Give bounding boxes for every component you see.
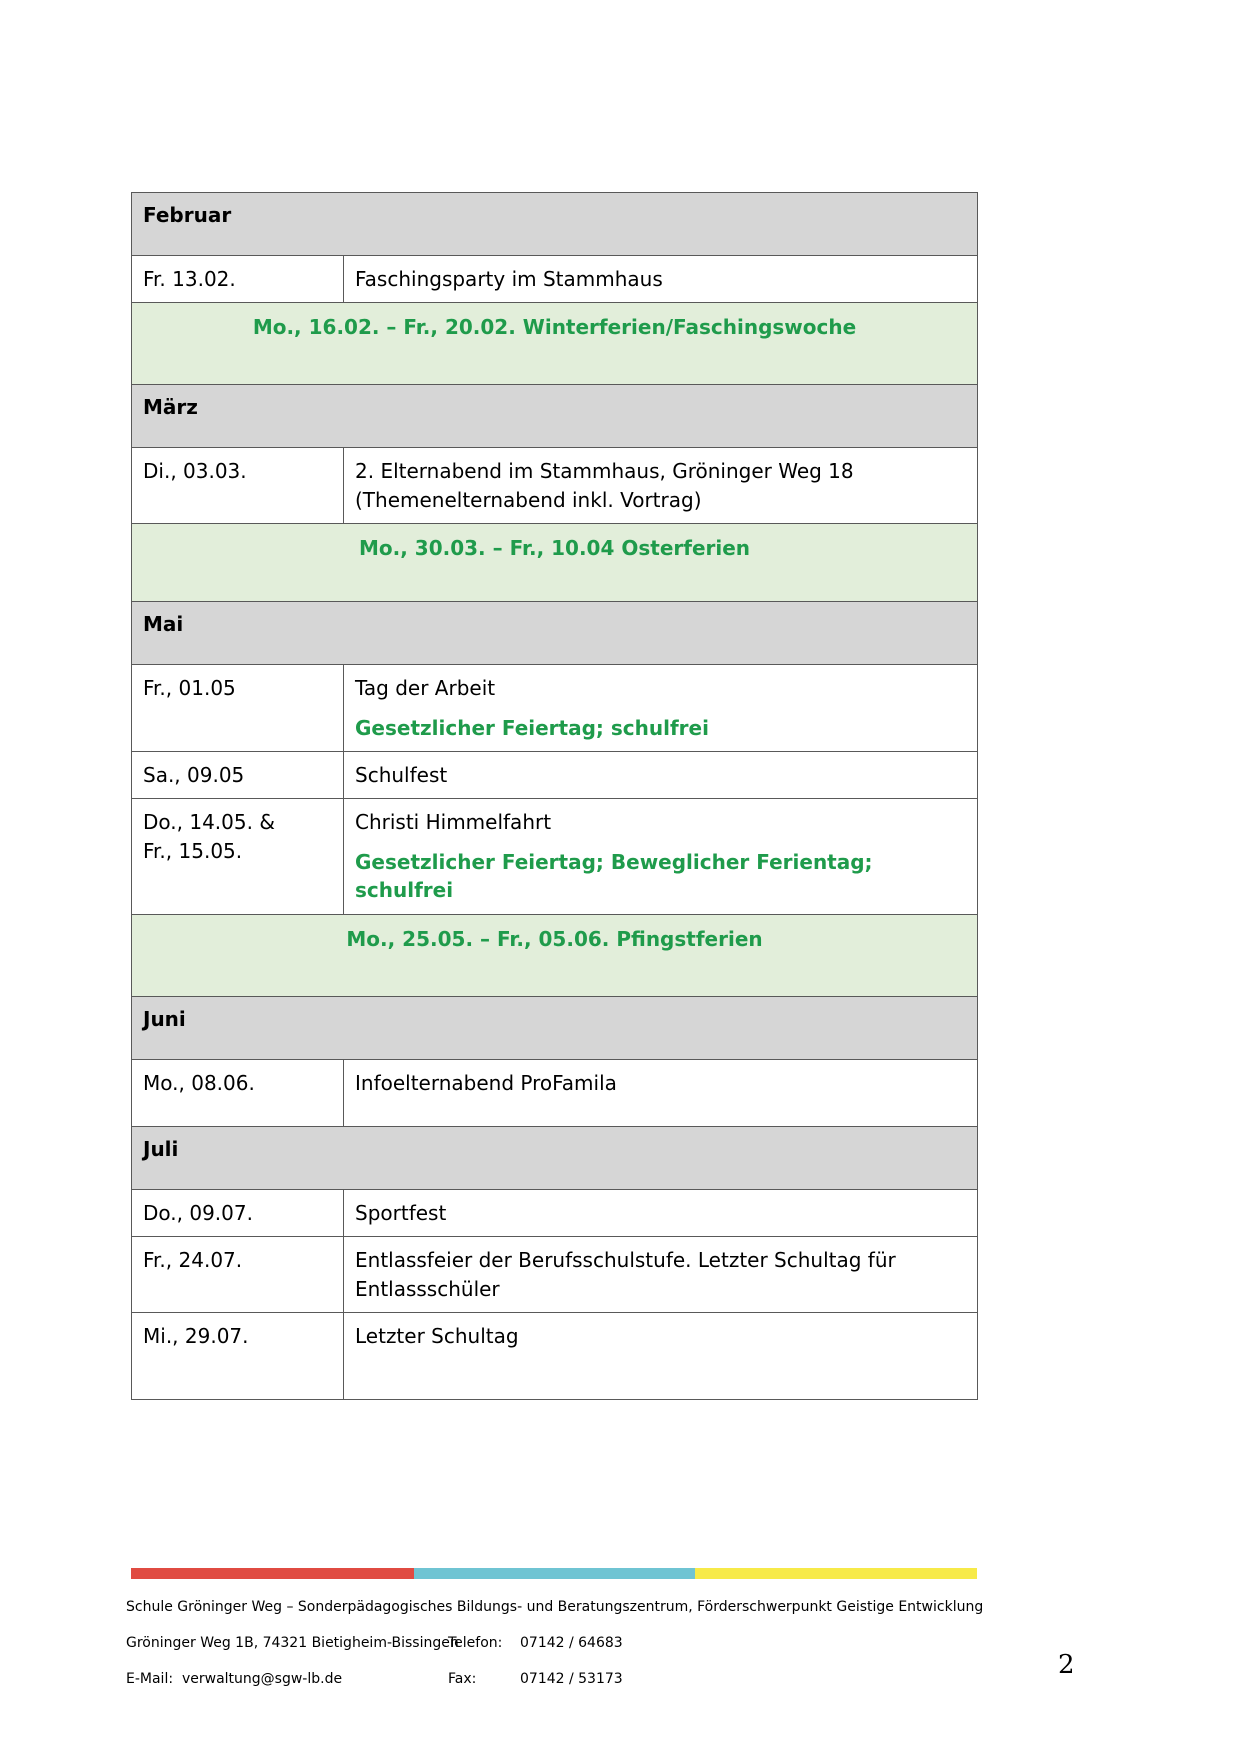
event-text: Infoelternabend ProFamila bbox=[355, 1070, 617, 1095]
table-row bbox=[132, 1189, 978, 1236]
event-text: 2. Elternabend im Stammhaus, Gröninger Weg 18 bbox=[355, 459, 854, 484]
holiday-row bbox=[132, 303, 978, 385]
table-row bbox=[132, 665, 978, 752]
footer-email-label: E-Mail: bbox=[126, 1671, 174, 1687]
yellow-bar-segment bbox=[695, 1568, 977, 1579]
footer-phone-value: 07142 / 64683 bbox=[520, 1635, 623, 1651]
month-header-row bbox=[132, 996, 978, 1059]
school-calendar-table bbox=[131, 192, 978, 1400]
event-description bbox=[344, 1189, 978, 1236]
event-text-second: (Themenelternabend inkl. Vortrag) bbox=[355, 487, 702, 512]
table-row bbox=[132, 448, 978, 524]
footer-phone-label: Telefon: bbox=[448, 1635, 503, 1651]
month-name: März bbox=[132, 385, 978, 448]
event-text: Christi Himmelfahrt bbox=[355, 810, 552, 835]
table-row bbox=[132, 751, 978, 798]
footer-email-value: verwaltung@sgw-lb.de bbox=[181, 1671, 343, 1687]
event-description bbox=[344, 256, 978, 303]
footer-school-line: Schule Gröninger Weg – Sonderpädagogisches Bildungs- und Beratungszentrum, Förderschwerpunkt Geistige Entwicklung bbox=[126, 1599, 984, 1615]
event-description bbox=[344, 751, 978, 798]
footer-fax-label: Fax: bbox=[448, 1671, 477, 1687]
cell-spacer bbox=[355, 1097, 966, 1117]
event-text: Letzter Schultag bbox=[355, 1324, 519, 1349]
red-bar-segment bbox=[131, 1568, 414, 1579]
event-date: Mi., 29.07. bbox=[132, 1313, 344, 1400]
event-text: Entlassfeier der Berufsschulstufe. Letzter Schultag für bbox=[355, 1248, 896, 1273]
footer-contact-block bbox=[126, 1600, 1026, 1708]
page-number: 2 bbox=[1058, 1650, 1075, 1680]
teal-bar-segment bbox=[414, 1568, 696, 1579]
table-row bbox=[132, 1237, 978, 1313]
month-name: Juli bbox=[132, 1126, 978, 1189]
holiday-text: Mo., 25.05. – Fr., 05.06. Pfingstferien bbox=[132, 914, 978, 996]
table-row bbox=[132, 1313, 978, 1400]
event-text-second: Entlassschüler bbox=[355, 1276, 500, 1301]
month-header-row bbox=[132, 193, 978, 256]
event-text: Sportfest bbox=[355, 1200, 447, 1225]
event-description bbox=[344, 1059, 978, 1126]
event-description bbox=[344, 1313, 978, 1400]
event-date: Mo., 08.06. bbox=[132, 1059, 344, 1126]
event-date-line2: Fr., 15.05. bbox=[143, 838, 243, 863]
event-note-green: Gesetzlicher Feiertag; Beweglicher Ferientag; schulfrei bbox=[355, 849, 873, 903]
event-description bbox=[344, 799, 978, 914]
month-header-row bbox=[132, 1126, 978, 1189]
holiday-row bbox=[132, 524, 978, 602]
event-date: Fr. 13.02. bbox=[132, 256, 344, 303]
table-row bbox=[132, 799, 978, 914]
month-header-row bbox=[132, 602, 978, 665]
event-text: Tag der Arbeit bbox=[355, 676, 496, 701]
event-note-green: Gesetzlicher Feiertag; schulfrei bbox=[355, 715, 709, 740]
footer-fax-value: 07142 / 53173 bbox=[520, 1671, 623, 1687]
table-row bbox=[132, 1059, 978, 1126]
holiday-text: Mo., 16.02. – Fr., 20.02. Winterferien/Faschingswoche bbox=[132, 303, 978, 385]
event-description bbox=[344, 665, 978, 752]
footer-color-bar bbox=[131, 1568, 977, 1579]
month-name: Februar bbox=[132, 193, 978, 256]
cell-spacer bbox=[355, 1350, 966, 1390]
footer-address-row bbox=[126, 1636, 1026, 1650]
event-text: Schulfest bbox=[355, 762, 448, 787]
footer-email-row bbox=[126, 1672, 1026, 1686]
footer-address: Gröninger Weg 1B, 74321 Bietigheim-Bissingen bbox=[126, 1635, 459, 1651]
month-name: Juni bbox=[132, 996, 978, 1059]
footer-email bbox=[126, 1672, 448, 1686]
event-text: Faschingsparty im Stammhaus bbox=[355, 267, 663, 291]
month-header-row bbox=[132, 385, 978, 448]
event-date: Di., 03.03. bbox=[132, 448, 344, 524]
holiday-text: Mo., 30.03. – Fr., 10.04 Osterferien bbox=[132, 524, 978, 602]
month-name: Mai bbox=[132, 602, 978, 665]
event-description bbox=[344, 448, 978, 524]
holiday-row bbox=[132, 914, 978, 996]
event-date: Fr., 24.07. bbox=[132, 1237, 344, 1313]
event-description bbox=[344, 1237, 978, 1313]
table-row bbox=[132, 256, 978, 303]
event-date-line1: Do., 14.05. & bbox=[143, 810, 275, 835]
event-date: Do., 09.07. bbox=[132, 1189, 344, 1236]
event-date bbox=[132, 799, 344, 914]
event-date: Sa., 09.05 bbox=[132, 751, 344, 798]
event-date: Fr., 01.05 bbox=[132, 665, 344, 752]
